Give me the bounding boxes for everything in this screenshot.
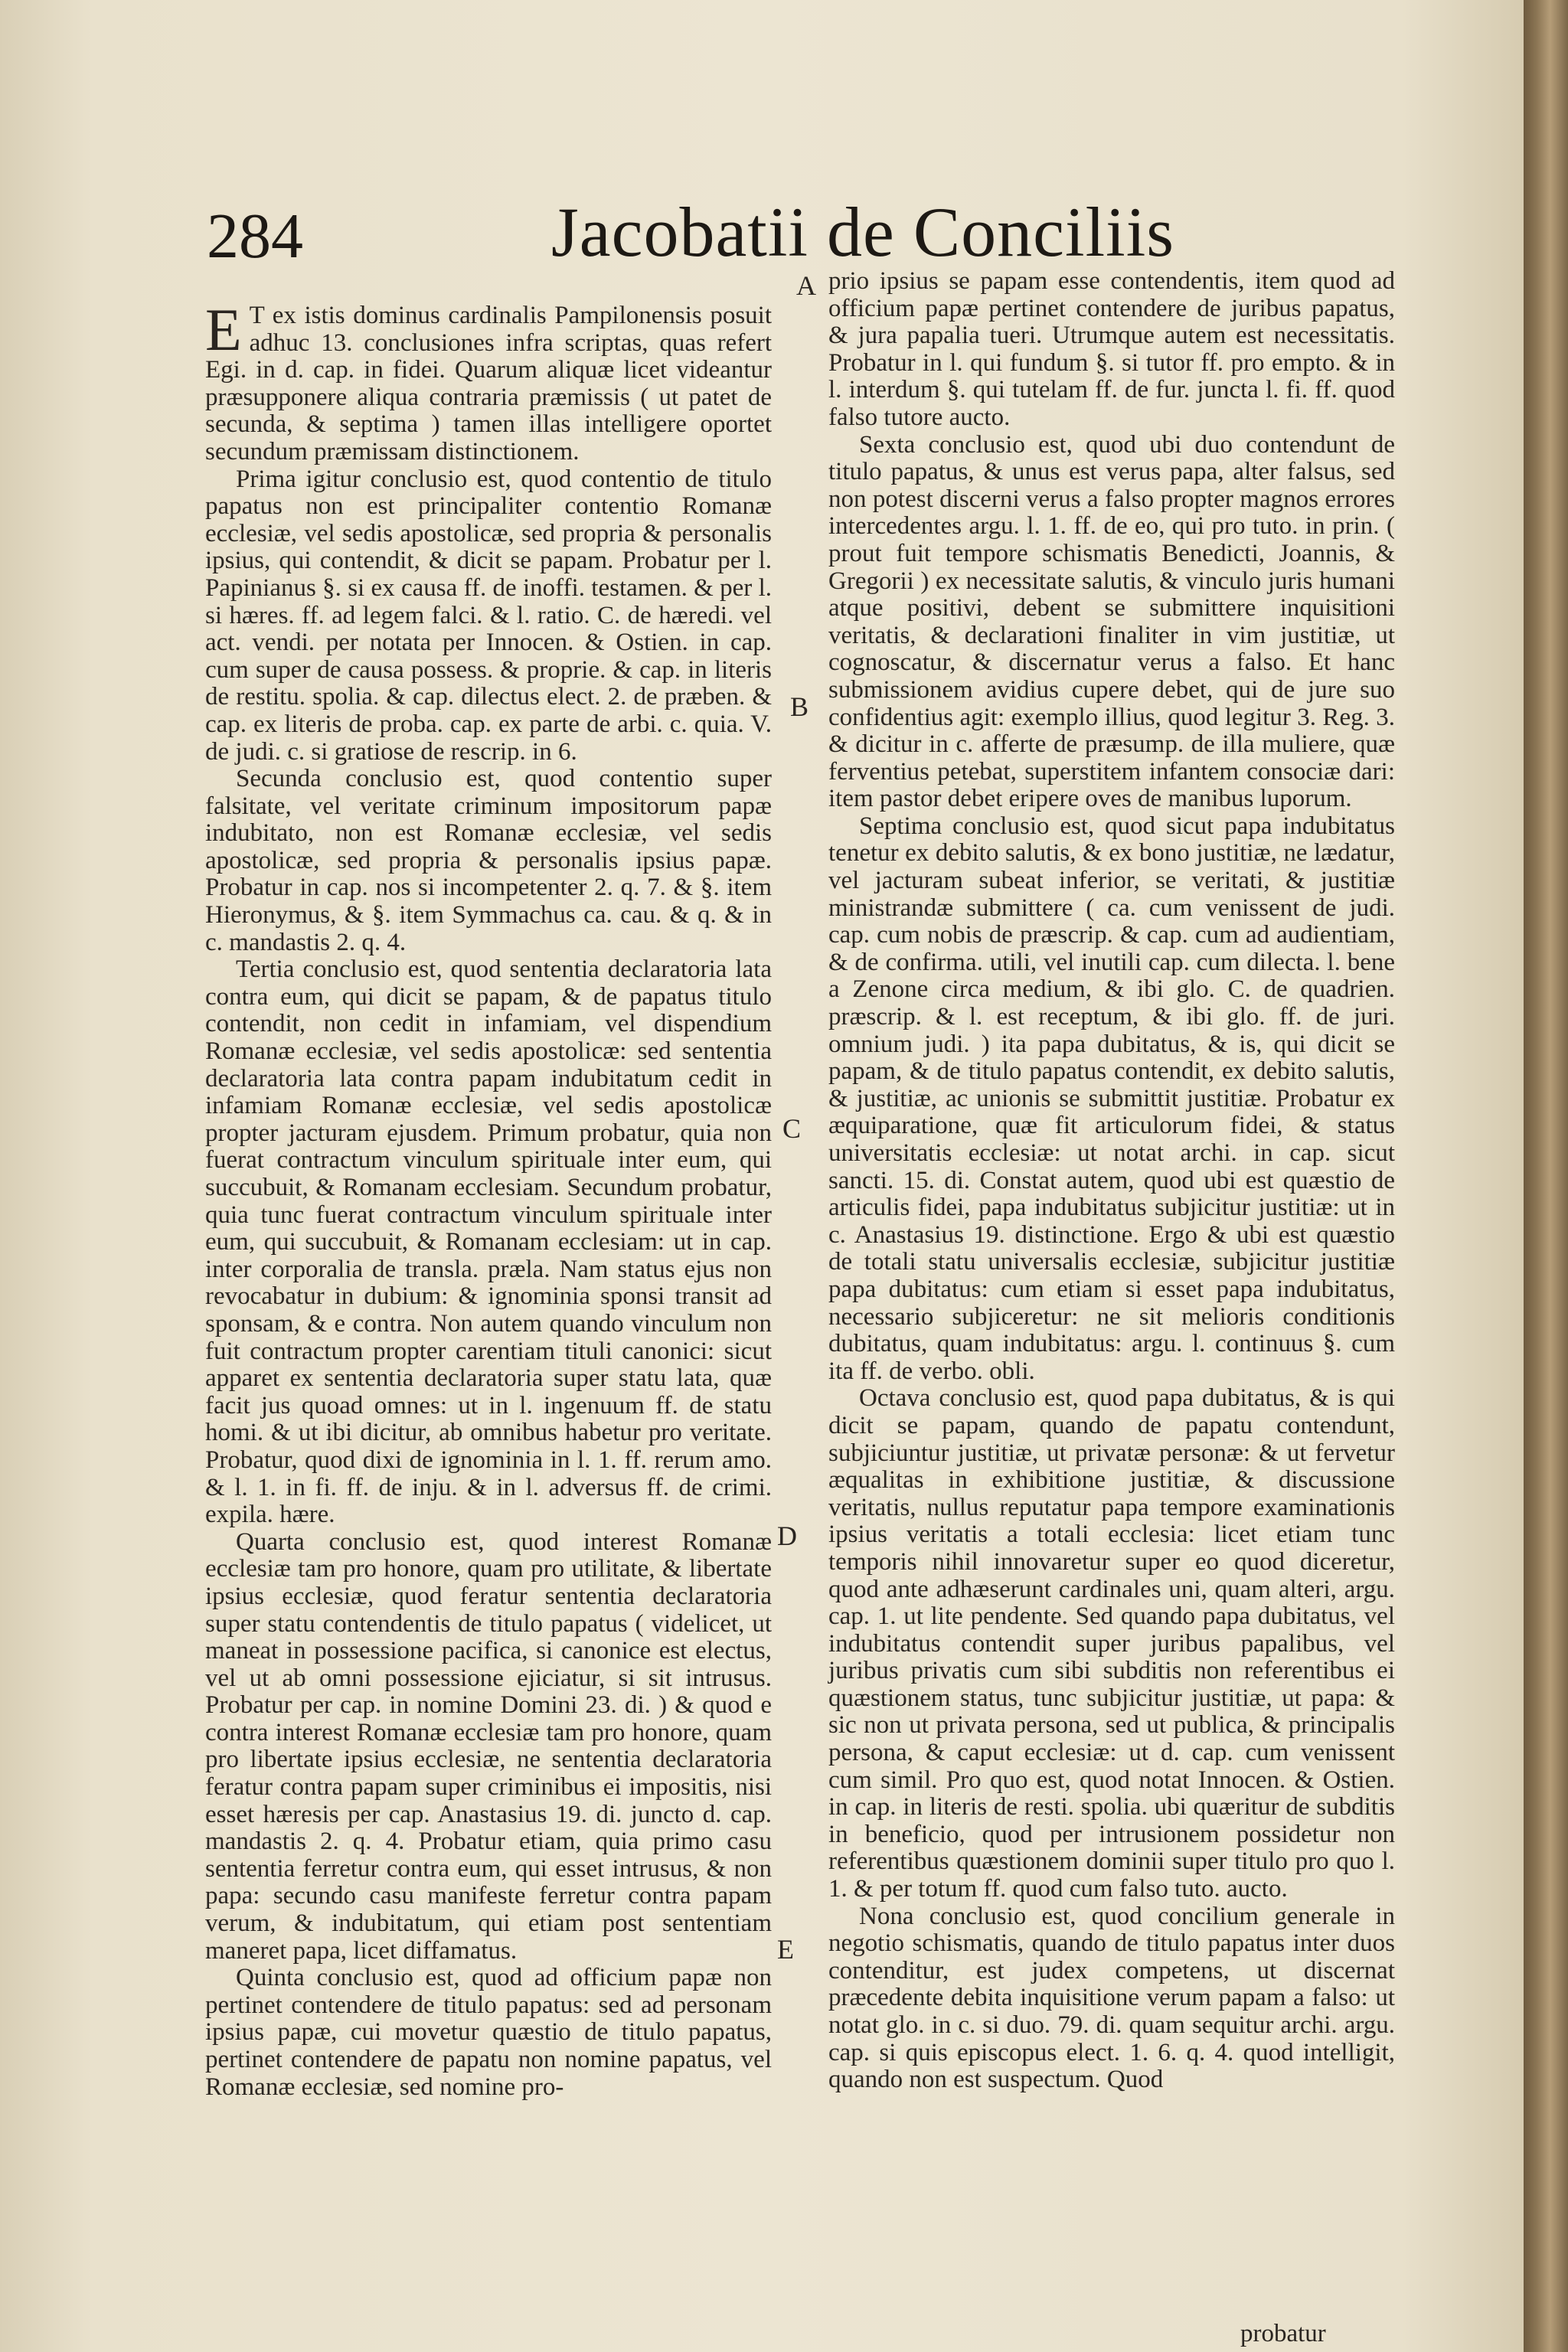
right-column (828, 268, 1395, 2094)
paragraph-intro (205, 296, 772, 466)
paragraph-quinta: Quinta conclusio est, quod ad officium papæ non pertinet contendere de titulo papatus: sed ad personam ipsius papæ, cui movetur quæstio de titulo papatus, pertinet contendere de papatu non nomine papatus, vel Romanæ ecclesiæ, sed nomine pro- (205, 1964, 772, 2101)
paragraph-sexta: Sexta conclusio est, quod ubi duo contendunt de titulo papatus, & unus est verus papa, alter falsus, sed non potest discerni verus a falso propter magnos errores intercedentes argu. l. 1. ff. de eo, qui pro tuto. in prin. ( prout fuit tempore schismatis Benedicti, Joannis, & Gregorii ) ex necessitate salutis, & vinculo juris humani atque positivi, debent se submittere inquisitioni veritatis, & declarationi finaliter in vim justitiæ, ut cognoscatur, & discernatur verus a falso. Et hanc submissionem avidius cupere debet, qui de jure suo confidentius agit: exemplo illius, quod legitur 3. Reg. 3. & dicitur in c. afferte de præsump. de illa muliere, quæ ferventius petebat, superstitem infantem consociæ dari: item pastor debet eripere oves de manibus luporum. (828, 430, 1395, 813)
paragraph-octava: Octava conclusio est, quod papa dubitatus, & is qui dicit se papam, quando de papatu contendunt, subjiciuntur justitiæ, ut privatæ personæ: & ut fervetur æqualitas in exhibitione justitiæ, & discussione veritatis, nullus reputatur papa tempore examinationis ipsius veritatis a totali ecclesia: licet etiam tunc temporis nihil innovaretur super eo quod diceretur, quod ante adhæserunt cardinales uni, quam alteri, argu. cap. 1. ut lite pendente. Sed quando papa dubitatus, vel indubitatus contendit super juribus papalibus, vel juribus privatis cum sibi subditis non referentibus ei quæstionem status, tunc subjicitur justitiæ, ut papa: & sic non ut privata persona, sed ut publica, & principalis persona, & caput ecclesiæ: ut d. cap. cum venissent cum simil. Pro quo est, quod notat Innocen. & Ostien. in cap. in literis de resti. spolia. ubi quæritur de subditis in beneficio, quod per intrusionem possidetur non referentibus quæstionem dominii super titulo pro quo l. 1. & per totum ff. quod cum falso tuto. aucto. (828, 1384, 1395, 1903)
paragraph-prima: Prima igitur conclusio est, quod contentio de titulo papatus non est principaliter contentio Romanæ ecclesiæ, vel sedis apostolicæ, sed propria & personalis ipsius, qui contendit, & dicit se papam. Probatur per l. Papinianus §. si ex causa ff. de inoffi. testamen. & per l. si hæres. ff. ad legem falci. & l. ratio. C. de hæredi. vel act. vendi. per notata per Innocen. & Ostien. in cap. cum super de causa possess. & proprie. & cap. in literis de restitu. spolia. & cap. dilectus elect. 2. de præben. & cap. ex literis de proba. cap. ex parte de arbi. c. quia. V. de judi. c. si gratiose de rescrip. in 6. (205, 465, 772, 766)
margin-letter-e: E (777, 1934, 794, 1965)
margin-letter-c: C (782, 1113, 802, 1144)
catchword: probatur (1240, 2320, 1326, 2347)
book-spine (1524, 0, 1568, 2352)
margin-letter-b: B (790, 691, 809, 722)
paragraph-tertia: Tertia conclusio est, quod sententia declaratoria lata contra eum, qui dicit se papam, & de papatus titulo contendit, non cedit in infamiam, vel dispendium Romanæ ecclesiæ, vel sedis apostolicæ: sed sententia declaratoria lata contra papam indubitatum cedit in infamiam Romanæ ecclesiæ, vel sedis apostolicæ propter jacturam ejusdem. Primum probatur, quia non fuerat contractum vinculum spirituale inter eum, qui succubuit, & Romanam ecclesiam. Secundum probatur, quia tunc fuerat contractum vinculum spirituale inter eum, qui succubuit, & Romanam ecclesiam: ut in cap. inter corporalia de transla. præla. Nam status ejus non revocabatur in dubium: & ignominia sponsi transit ad sponsam, & e contra. Non autem quando vinculum non fuit contractum propter carentiam tituli canonici: sicut apparet ex sententia declaratoria super statu lata, quæ facit jus quoad omnes: ut in l. ingenuum ff. de statu homi. & ut ibi dicitur, ab omnibus habetur pro veritate. Probatur, quod dixi de ignominia in l. 1. ff. rerum amo. & l. 1. in fi. ff. de inju. & in l. adversus ff. de crimi. expila. hære. (205, 956, 772, 1529)
page-header (207, 191, 1355, 276)
paragraph-secunda: Secunda conclusio est, quod contentio super falsitate, vel veritate criminum impositorum papæ indubitato, non est Romanæ ecclesiæ, vel sedis apostolicæ, sed propria & personalis ipsius papæ. Probatur in cap. nos si incompetenter 2. q. 7. & §. item Hieronymus, & §. item Symmachus ca. cau. & q. & in c. mandastis 2. q. 4. (205, 765, 772, 956)
paragraph-septima: Septima conclusio est, quod sicut papa indubitatus tenetur ex debito salutis, & ex bono justitiæ, ne lædatur, vel jacturam subeat inferior, se veritati, & justitiæ ministrandæ submittere ( ca. cum venissent de judi. cap. cum nobis de præscrip. & cap. cum ad audientiam, & de confirma. utili, vel inutili cap. cum dilecta. l. bene a Zenone circa medium, & ibi glo. C. de quadrien. præscrip. & l. est receptum, & ibi glo. ff. de juri. omnium judi. ) ita papa dubitatus, & is, qui dicit se papam, & de titulo papatus contendit, ex debito salutis, & justitiæ, ac unionis se submittit justitiæ. Probatur ex æquiparatione, quæ fit articulorum fidei, & status universitatis ecclesiæ: ut notat archi. in cap. sicut sancti. 15. di. Constat autem, quod ubi est quæstio de articulis fidei, papa indubitatus subjicitur justitiæ: ut in c. Anastasius 19. distinctione. Ergo & ubi est quæstio de totali statu universalis ecclesiæ, subjicitur justitiæ papa dubitatus: cum etiam si esset papa indubitatus, necessario subjiceretur: ne sit melioris conditionis dubitatus, quam indubitatus: argu. l. continuus §. cum ita ff. de verbo. obli. (828, 812, 1395, 1385)
running-title: Jacobatii de Conciliis (551, 193, 1175, 271)
margin-letter-d: D (777, 1521, 797, 1551)
paragraph-text: T ex istis dominus cardinalis Pampilonensis posuit adhuc 13. conclusiones infra scriptas, quas refert Egi. in d. cap. in fidei. Quarum aliquæ licet videantur præsupponere aliqua contraria præmissis ( ut patet de secunda, & septima ) tamen illas intelligere oportet secundum præmissam distinctionem. (205, 302, 772, 466)
paragraph-quarta: Quarta conclusio est, quod interest Romanæ ecclesiæ tam pro honore, quam pro utilitate, & libertate ipsius ecclesiæ, quod feratur sententia declaratoria super statu contendentis de titulo papatus ( videlicet, ut maneat in possessione pacifica, si canonice est electus, vel ut ab omni possessione ejiciatur, si sit intrusus. Probatur per cap. in nomine Domini 23. di. ) & quod e contra interest Romanæ ecclesiæ tam pro honore, quam pro libertate ipsius ecclesiæ, ne sententia declaratoria feratur contra papam super criminibus ei impositis, nisi esset hæresis per cap. Anastasius 19. di. juncto d. cap. mandastis 2. q. 4. Probatur etiam, quia primo casu sententia ferretur contra eum, qui esset intrusus, & non papa: secundo casu manifeste ferretur contra papam verum, & indubitatum, qui etiam post sententiam maneret papa, licet diffamatus. (205, 1527, 772, 1965)
page-number: 284 (207, 201, 303, 272)
drop-cap: E (205, 296, 242, 363)
margin-letter-a: A (796, 270, 816, 301)
left-column (205, 296, 772, 2101)
paragraph-continuation: prio ipsius se papam esse contendentis, item quod ad officium papæ pertinet contendere de juribus papatus, & jura papalia tueri. Utrumque autem est necessitatis. Probatur in l. qui fundum §. si tutor ff. pro empto. & in l. interdum §. qui tutelam ff. de fur. juncta l. fi. ff. quod falso tutore aucto. (828, 267, 1395, 431)
paragraph-nona: Nona conclusio est, quod concilium generale in negotio schismatis, quando de titulo papatus inter duos contenditur, est judex competens, ut discernat præcedente debita inquisitione verum papam a falso: ut notat glo. in c. si duo. 79. di. quam sequitur archi. argu. cap. si quis episcopus elect. 1. 6. q. 4. quod intelligit, quando non est suspectum. Quod (828, 1902, 1395, 2094)
